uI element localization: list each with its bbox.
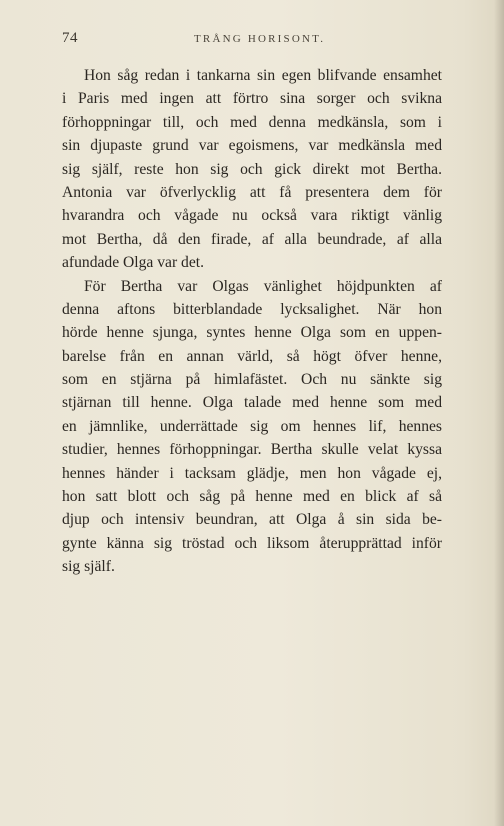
page-edge-shadow [494, 0, 504, 826]
text-line: denna aftons bitterblandade lycksalighet. När hon [62, 300, 442, 318]
text-line: afundade Olga var det. [62, 254, 205, 272]
text-line: som en stjärna på himlafästet. Och nu sänkte sig [62, 371, 442, 389]
page-header [62, 30, 442, 50]
text-line: sig själf, reste hon sig och gick direkt mot Bertha. [62, 160, 442, 178]
text-line: sig själf. [62, 558, 115, 576]
text-line: sin djupaste grund var egoismens, var medkänsla med [62, 137, 442, 155]
text-line: För Bertha var Olgas vänlighet höjdpunkten af [84, 277, 442, 295]
text-line: hörde henne sjunga, syntes henne Olga som en uppen- [62, 324, 442, 342]
text-line: en jämnlike, underrättade sig om hennes lif, hennes [62, 417, 442, 435]
text-line: studier, hennes förhoppningar. Bertha skulle velat kyssa [62, 441, 442, 459]
text-line: gynte känna sig tröstad och liksom återupprättad inför [62, 534, 442, 552]
body-text [62, 64, 442, 579]
text-line: barelse från en annan värld, så högt öfver henne, [62, 347, 442, 365]
text-line: djup och intensiv beundran, att Olga å sin sida be- [62, 511, 442, 529]
running-title: TRÅNG HORISONT. [194, 33, 326, 45]
text-line: Antonia var öfverlycklig att få presentera dem för [62, 183, 442, 201]
text-line: i Paris med ingen att förtro sina sorger och svikna [62, 90, 442, 108]
text-line: förhoppningar till, och med denna medkänsla, som i [62, 113, 442, 131]
page-number: 74 [62, 30, 78, 46]
paragraph-2 [62, 275, 442, 579]
text-line: hon satt blott och såg på henne med en blick af så [62, 488, 442, 506]
text-line: Hon såg redan i tankarna sin egen blifvande ensamhet [84, 67, 442, 84]
text-line: stjärnan till henne. Olga talade med henne som med [62, 394, 442, 412]
text-line: mot Bertha, då den firade, af alla beundrade, af alla [62, 230, 442, 248]
paragraph-1 [62, 64, 442, 275]
text-line: hennes händer i tacksam glädje, men hon vågade ej, [62, 464, 442, 482]
text-line: hvarandra och vågade nu också vara riktigt vänlig [62, 207, 442, 225]
